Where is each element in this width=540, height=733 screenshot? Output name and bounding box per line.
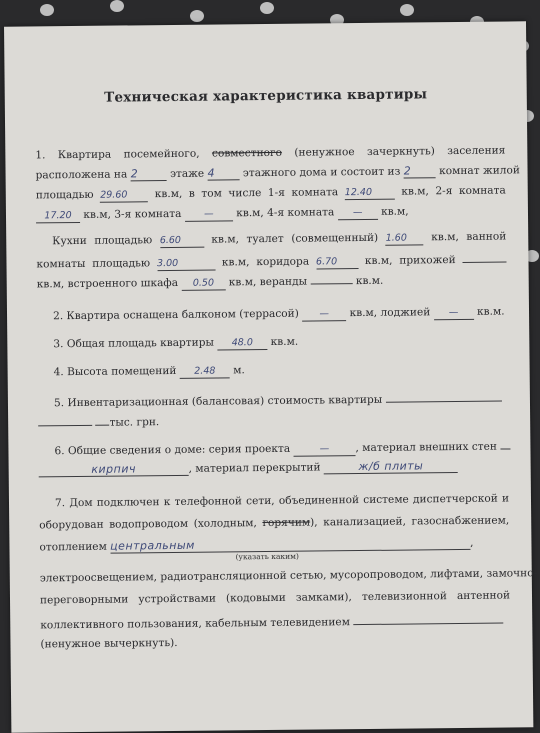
p7-text: электроосвещением, радиотрансляционной сетью, мусоропроводом, лифтами, замочно-	[39, 567, 538, 585]
walls-field: кирпич	[39, 463, 189, 478]
room3-field: —	[185, 208, 233, 222]
closet-field: 0.50	[181, 277, 225, 290]
heating-field: центральным	[110, 537, 470, 554]
corridor-field: 6.70	[316, 256, 358, 269]
p7-struck-text: горячим	[262, 516, 311, 530]
p1-text: кв.м, 2-я комната	[401, 184, 506, 198]
p1-text: кв.м, встроенного шкафа	[36, 276, 179, 291]
p1-text: кв.м, туалет (совмещенный)	[211, 231, 379, 246]
p1-text: кв.м, прихожей	[364, 254, 456, 267]
p1-text: 1. Квартира посемейного,	[35, 147, 200, 162]
p1-text: кв.м, в том числе 1-я комната	[154, 186, 339, 201]
p1-text: кв.м, коридора	[221, 255, 310, 269]
value-field-small	[95, 413, 109, 426]
loggia-field: —	[434, 307, 474, 320]
floor-field: 2	[131, 168, 167, 181]
p2-text: кв.м, лоджией	[349, 306, 431, 320]
hallway-field	[462, 249, 506, 262]
p7-text: отоплением	[39, 540, 107, 554]
p7-text: ,	[470, 536, 474, 549]
p6-text: , материал перекрытий	[188, 461, 321, 475]
document-title: Техническая характеристика квартиры	[104, 86, 428, 106]
p7-line4	[39, 566, 538, 585]
p1-line2	[35, 163, 520, 182]
p6-text: , материал внешних стен	[355, 440, 498, 455]
walls-field-start	[500, 436, 510, 449]
p1-text: кв.м,	[380, 205, 409, 218]
p1-line7	[37, 269, 507, 292]
p7-text: оборудован водопроводом (холодным,	[39, 517, 257, 532]
p4-text: 4. Высота помещений	[53, 364, 177, 379]
total-area-field: 48.0	[217, 337, 267, 351]
p3-line	[53, 332, 507, 352]
height-field: 2.48	[180, 365, 230, 379]
bath-field: 3.00	[157, 258, 215, 272]
p2-text: кв.м.	[476, 305, 505, 318]
p2-line	[53, 304, 507, 324]
p1-text: расположена на	[35, 168, 128, 182]
p7-line5	[40, 588, 510, 607]
kitchen-field: 6.60	[160, 235, 204, 248]
p7-line7	[40, 632, 510, 651]
p6-line1	[54, 436, 508, 459]
p3-text: кв.м.	[270, 335, 299, 348]
p4-text: м.	[233, 364, 245, 377]
p1-text: (ненужное зачеркнуть) заселения	[294, 144, 506, 159]
p1-text: этажного дома и состоит из	[242, 165, 401, 180]
p3-text: 3. Общая площадь квартиры	[53, 336, 214, 351]
floors-field: ж/б плиты	[324, 460, 458, 474]
heating-hint: (указать каким)	[235, 551, 299, 562]
p5-text: тыс. грн.	[109, 416, 160, 429]
p7-line2	[39, 513, 509, 532]
p5-line2	[38, 408, 508, 430]
series-field: —	[293, 443, 355, 457]
living-area-field: 29.60	[100, 189, 148, 203]
p1-text: кв.м, веранды	[228, 275, 308, 289]
p1-line6	[36, 249, 506, 272]
p7-text: коллективного пользования, кабельным телевидением	[40, 616, 350, 632]
p4-line	[54, 360, 508, 380]
rooms-field: 2	[404, 165, 436, 178]
room2-field: 17.20	[36, 210, 80, 223]
p7-text: переговорными устройствами (кодовыми замками), телевизионной антенной	[39, 589, 511, 607]
p5-text: 5. Инвентаризационная (балансовая) стоимость квартиры	[53, 393, 383, 410]
p6-line2	[39, 458, 509, 477]
p5-line1	[54, 388, 508, 410]
p1-text: кв.м, 4-я комната	[236, 206, 335, 220]
p7-text: ), канализацией, газоснабжением,	[310, 514, 510, 529]
p7-text: 7. Дом подключен к телефонной сети, объединенной системе диспетчерской и	[54, 492, 510, 510]
p1-line5	[52, 229, 506, 249]
p1-text: комнат жилой	[439, 164, 520, 178]
p1-struck-text: совместного	[211, 146, 282, 160]
toilet-field: 1.60	[386, 232, 424, 245]
room1-field: 12.40	[345, 187, 395, 201]
veranda-field	[310, 271, 352, 284]
p1-line1	[35, 143, 505, 162]
p7-line6	[40, 610, 510, 632]
p1-text: комнаты площадью	[36, 257, 151, 271]
p1-text: кв.м.	[355, 274, 384, 288]
p2-text: 2. Квартира оснащена балконом (террасой)	[52, 307, 299, 323]
p1-text: кв.м, 3-я комната	[83, 207, 182, 221]
document-page	[4, 21, 538, 732]
p1-text: площадью	[35, 188, 94, 202]
room4-field: —	[338, 207, 378, 220]
balcony-field: —	[302, 308, 346, 321]
p1-text: кв.м, ванной	[431, 230, 507, 244]
p1-text: Кухни площадью	[52, 234, 153, 248]
p6-text: 6. Общие сведения о доме: серия проекта	[54, 442, 291, 458]
value-field	[385, 389, 501, 403]
p7-text: (ненужное вычеркнуть).	[40, 636, 178, 651]
p1-line4	[36, 203, 506, 223]
p1-line3	[36, 183, 506, 203]
storeys-field: 4	[207, 167, 239, 180]
p7-line1	[55, 491, 509, 510]
value-field-cont	[38, 413, 92, 427]
p1-text: этаже	[169, 167, 205, 181]
cable-tv-field	[353, 611, 503, 626]
